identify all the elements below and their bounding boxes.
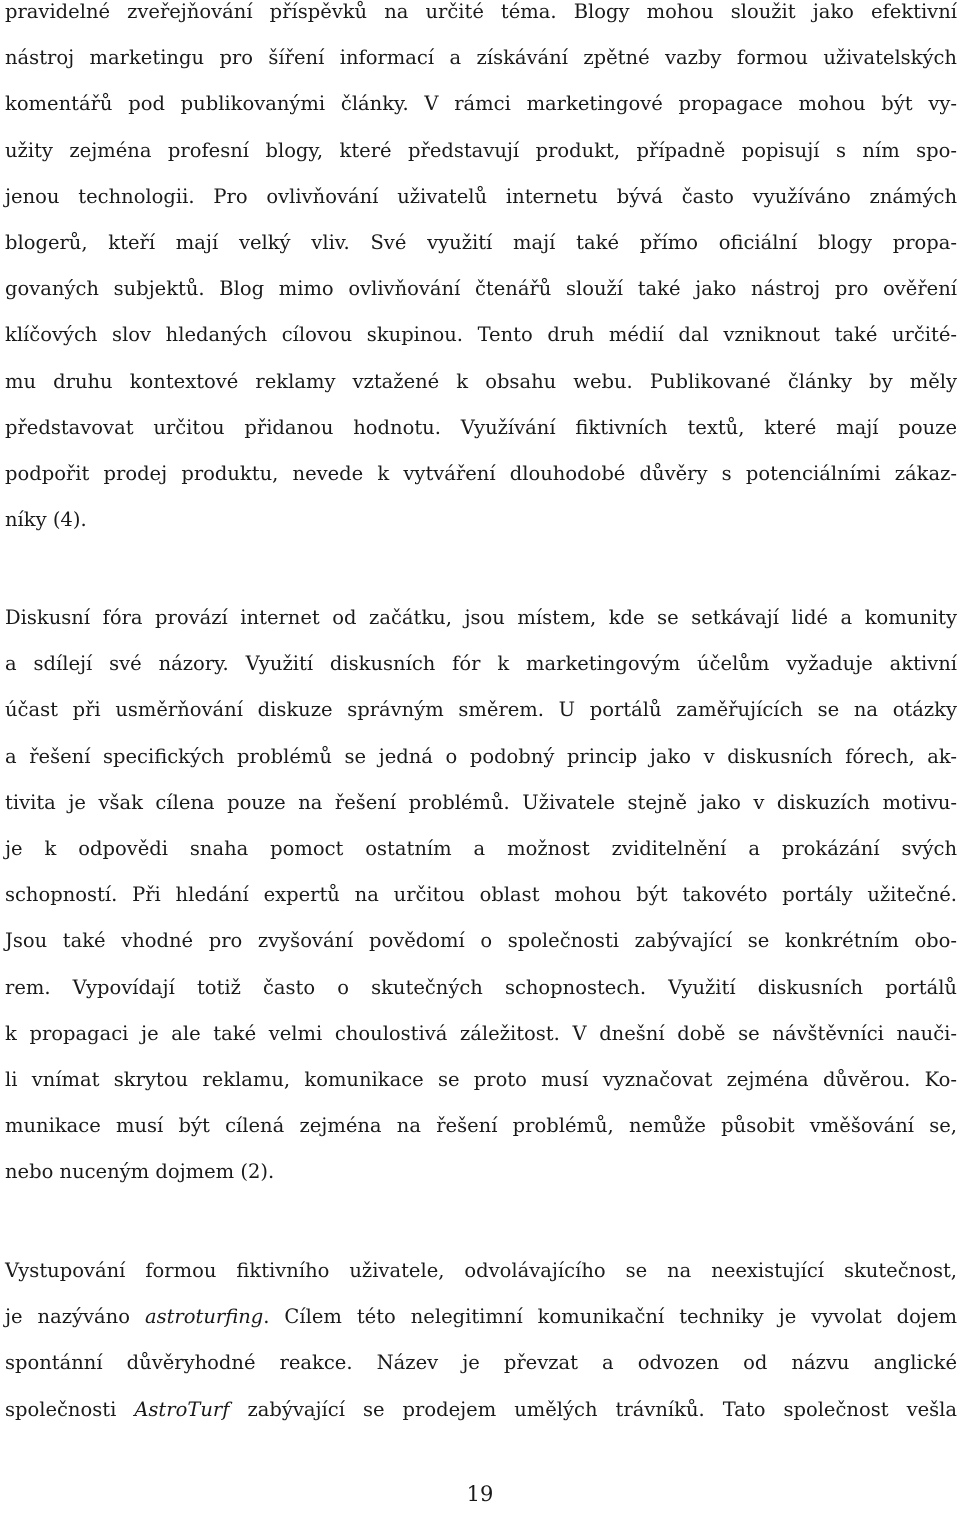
paragraph-blogs [5,0,957,543]
text-line: a sdílejí své názory. Využití diskusních fór k marketingovým účelům vyžaduje aktivní [5,652,957,676]
text-line: munikace musí být cílená zejména na řešení problémů, nemůže působit vměšování se, [5,1114,957,1138]
text-line: govaných subjektů. Blog mimo ovlivňování čtenářů slouží také jako nástroj pro ověření [5,277,957,301]
paragraph-astroturfing [5,1248,957,1433]
text-line: níky (4). [5,508,87,532]
text-line: schopností. Při hledání expertů na určitou oblast mohou být takovéto portály užitečné. [5,883,957,907]
text-line: podpořit prodej produktu, nevede k vytváření dlouhodobé důvěry s potenciálními zákaz- [5,461,957,485]
text-line: Jsou také vhodné pro zvyšování povědomí o společnosti zabývající se konkrétním obo- [5,929,957,953]
text-line: blogerů, kteří mají velký vliv. Své využití mají také přímo oficiální blogy propa- [5,230,957,254]
text-line: užity zejména profesní blogy, které představují produkt, případně popisují s ním spo- [5,138,957,162]
text-segment: společnosti [5,1397,135,1421]
text-line: nebo nuceným dojmem (2). [5,1160,275,1184]
text-line: účast při usměrňování diskuze správným směrem. U portálů zaměřujících se na otázky [5,698,957,722]
text-line: představovat určitou přidanou hodnotu. Využívání fiktivních textů, které mají pouze [5,415,957,439]
text-line: tivita je však cílena pouze na řešení problémů. Uživatele stejně jako v diskuzích motivu- [5,790,957,814]
emphasized-term: astroturfing [144,1305,264,1329]
text-segment: zabývající se prodejem umělých trávníků. Tato společnost vešla [229,1397,957,1421]
page-number: 19 [466,1482,494,1506]
text-line: klíčových slov hledaných cílovou skupinou. Tento druh médií dal vzniknout také určité- [5,323,957,347]
text-segment: je nazýváno [5,1305,145,1329]
text-line: mu druhu kontextové reklamy vztažené k obsahu webu. Publikované články by měly [5,369,957,393]
text-line: li vnímat skrytou reklamu, komunikace se proto musí vyznačovat zejména důvěrou. Ko- [5,1067,957,1091]
paragraph-forums [5,595,957,1195]
text-line: spontánní důvěryhodné reakce. Název je převzat a odvozen od názvu anglické [5,1351,957,1375]
text-segment: . Cílem této nelegitimní komunikační techniky je vyvolat dojem [263,1305,957,1329]
text-line: komentářů pod publikovanými články. V rámci marketingové propagace mohou být vy- [5,92,957,116]
emphasized-term: AstroTurf [134,1397,230,1421]
text-line: je k odpovědi snaha pomoct ostatním a možnost zviditelnění a prokázání svých [5,836,957,860]
text-line: a řešení specifických problémů se jedná o podobný princip jako v diskusních fórech, ak- [5,744,957,768]
text-line: rem. Vypovídají totiž často o skutečných schopnostech. Využití diskusních portálů [5,975,957,999]
text-line: pravidelné zveřejňování příspěvků na určité téma. Blogy mohou sloužit jako efektivní [5,0,957,23]
text-line [5,1294,957,1340]
text-line: jenou technologii. Pro ovlivňování uživatelů internetu bývá často využíváno známých [5,184,957,208]
text-line: Diskusní fóra provází internet od začátku, jsou místem, kde se setkávají lidé a komunity [5,606,957,629]
text-line: k propagaci je ale také velmi choulostivá záležitost. V dnešní době se návštěvníci nauči- [5,1021,957,1045]
text-line: nástroj marketingu pro šíření informací a získávání zpětné vazby formou uživatelských [5,46,957,70]
text-line: Vystupování formou fiktivního uživatele, odvolávajícího se na neexistující skutečnost, [5,1259,957,1282]
text-line [5,1387,957,1433]
